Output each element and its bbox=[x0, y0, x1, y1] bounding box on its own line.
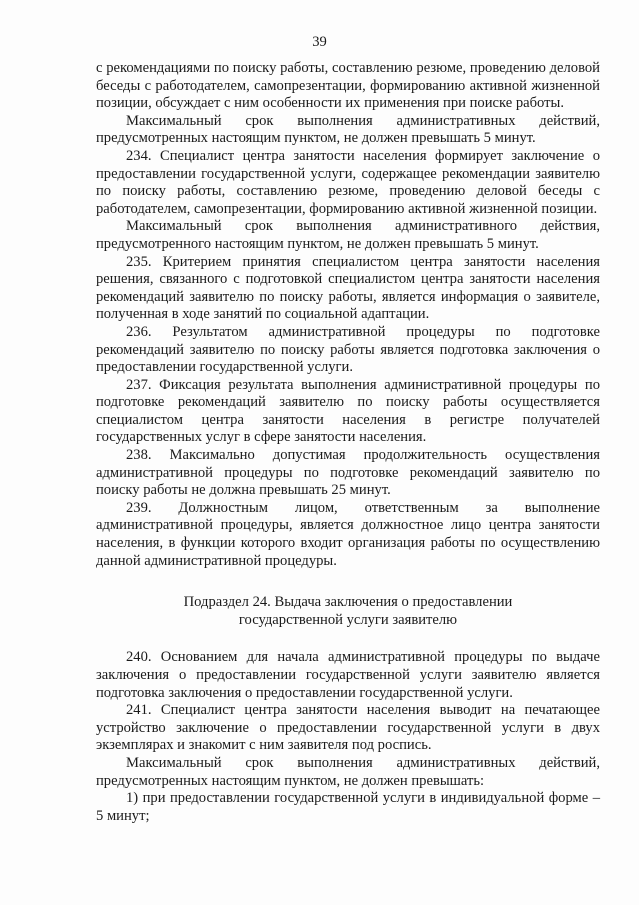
page-number: 39 bbox=[312, 34, 327, 50]
paragraph-240: 240. Основанием для начала административной процедуры по выдаче заключения о предоставлении государственной услуги заявителю является подготовка заключения о предоставлении государственной услуги. bbox=[96, 649, 600, 701]
paragraph-236: 236. Результатом административной процедуры по подготовке рекомендаций заявителю по поиску работы является подготовка заключения о предоставлении государственной услуги. bbox=[96, 323, 600, 376]
paragraph: Максимальный срок выполнения административных действий, предусмотренных настоящим пунктом, не должен превышать: bbox=[96, 754, 600, 789]
list-item: 1) при предоставлении государственной услуги в индивидуальной форме – 5 минут; bbox=[96, 790, 600, 824]
paragraphs-after-heading bbox=[96, 649, 600, 825]
paragraph-238: 238. Максимально допустимая продолжительность осуществления административной процедуры по подготовке рекомендаций заявителю по поиску работы не должна превышать 25 минут. bbox=[96, 447, 600, 499]
section-heading bbox=[96, 594, 600, 629]
paragraph: с рекомендациями по поиску работы, составлению резюме, проведению деловой беседы с работодателем, самопрезентации, формированию активной жизненной позиции, обсуждает с ним особенности их применения при поиске работы. bbox=[96, 60, 600, 112]
section-heading-line: государственной услуги заявителю bbox=[238, 611, 458, 628]
paragraph: Максимальный срок выполнения административного действия, предусмотренного настоящим пунктом, не должен превышать 5 минут. bbox=[96, 218, 600, 252]
document-body bbox=[96, 60, 600, 825]
paragraphs-before-heading bbox=[96, 60, 600, 570]
paragraph-235: 235. Критерием принятия специалистом центра занятости населения решения, связанного с подготовкой специалистом центра занятости населения рекомендаций заявителю по поиску работы, является информация о заявителе, полученная в ходе занятий по социальной адаптации. bbox=[96, 253, 600, 323]
paragraph-239: 239. Должностным лицом, ответственным за выполнение административной процедуры, является должностное лицо центра занятости населения, в функции которого входит организация работы по осуществлению данной административной процедуры. bbox=[96, 499, 600, 569]
section-heading-line: Подраздел 24. Выдача заключения о предоставлении bbox=[183, 594, 513, 611]
paragraph: Максимальный срок выполнения административных действий, предусмотренных настоящим пунктом, не должен превышать 5 минут. bbox=[96, 112, 600, 147]
paragraph-234: 234. Специалист центра занятости населения формирует заключение о предоставлении государственной услуги, содержащее рекомендации заявителю по поиску работы, составлению резюме, проведению деловой беседы с работодателем, самопрезентации, формированию активной жизненной позиции. bbox=[96, 147, 600, 217]
paragraph-237: 237. Фиксация результата выполнения административной процедуры по подготовке рекомендаций заявителю по поиску работы осуществляется специалистом центра занятости населения в регистре получателей государственных услуг в сфере занятости населения. bbox=[96, 376, 600, 446]
paragraph-241: 241. Специалист центра занятости населения выводит на печатающее устройство заключение о предоставлении государственной услуги в двух экземплярах и знакомит с ним заявителя под роспись. bbox=[96, 702, 600, 754]
